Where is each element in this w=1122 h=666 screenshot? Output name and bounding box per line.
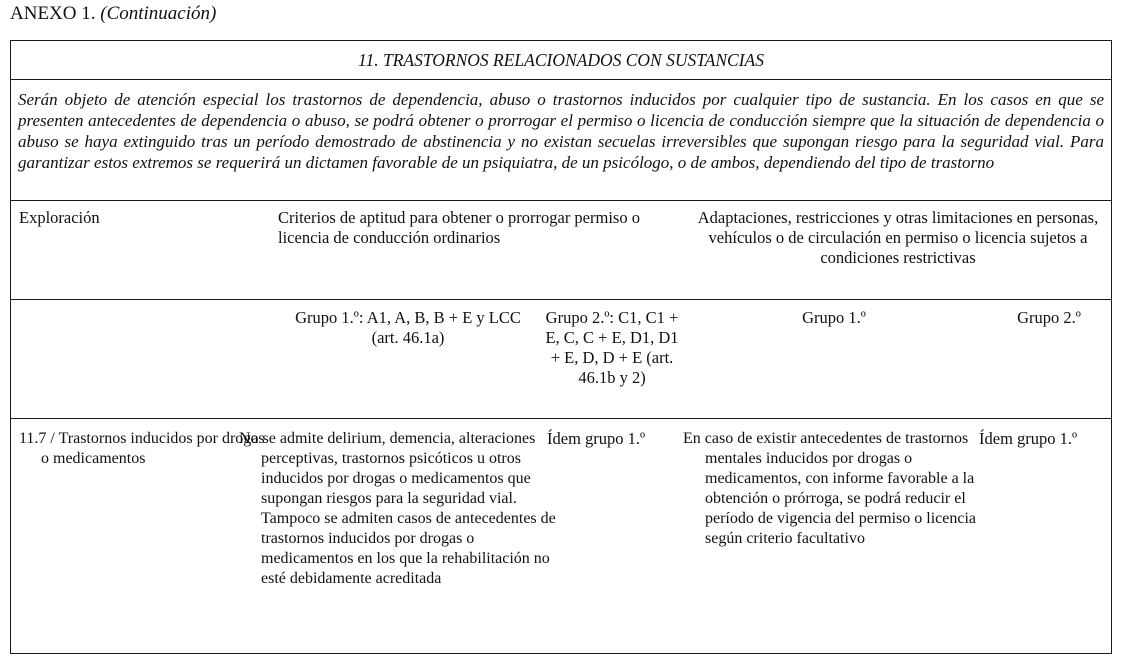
row-adaptaciones-grupo2: Ídem grupo 1.º bbox=[979, 429, 1078, 448]
divider-intro bbox=[11, 200, 1111, 201]
row-criterios-grupo1: No se admite delirium, demencia, alteraciones perceptivas, trastornos psicóticos u otros inducidos por drogas o medicamentos que supongan riesgos para la seguridad vial. Tampoco se admiten casos de antecedentes de trastornos inducidos por drogas o medicamentos en los que la rehabilitación no esté debidamente acreditada bbox=[239, 430, 556, 587]
divider-title bbox=[11, 79, 1111, 80]
divider-header bbox=[11, 299, 1111, 300]
group-adaptaciones-1: Grupo 1.º bbox=[802, 308, 866, 327]
group-criterios-2: Grupo 2.º: C1, C1 + E, C, C + E, D1, D1 + E, D, D + E (art. 46.1b y 2) bbox=[545, 308, 679, 387]
row-exploracion: 11.7 / Trastornos inducidos por drogas o medicamentos bbox=[19, 430, 265, 467]
header-adaptaciones: Adaptaciones, restricciones y otras limitaciones en personas, vehículos o de circulación en permiso o licencia sujetos a condiciones restrictivas bbox=[697, 208, 1099, 267]
row-adaptaciones-grupo1: En caso de existir antecedentes de trastornos mentales inducidos por drogas o medicamentos, con informe favorable a la obtención o prórroga, se podrá reducir el período de vigencia del permiso o licencia según criterio facultativo bbox=[683, 430, 977, 547]
annex-heading bbox=[10, 2, 216, 26]
divider-groups bbox=[11, 418, 1111, 419]
row-criterios-grupo2: Ídem grupo 1.º bbox=[547, 429, 646, 448]
group-criterios-1: Grupo 1.º: A1, A, B, B + E y LCC (art. 46.1a) bbox=[295, 308, 521, 347]
substance-disorders-table bbox=[10, 40, 1112, 654]
header-criterios: Criterios de aptitud para obtener o prorrogar permiso o licencia de conducción ordinarios bbox=[278, 208, 640, 247]
header-exploracion: Exploración bbox=[19, 208, 100, 227]
group-adaptaciones-2: Grupo 2.º bbox=[1017, 308, 1081, 327]
section-title: 11. TRASTORNOS RELACIONADOS CON SUSTANCIAS bbox=[358, 50, 764, 70]
annex-label: ANEXO 1. bbox=[10, 3, 96, 24]
continuation-label: (Continuación) bbox=[100, 3, 217, 24]
intro-paragraph: Serán objeto de atención especial los trastornos de dependencia, abuso o trastornos inducidos por cualquier tipo de sustancia. En los casos en que se presenten antecedentes de dependencia o abuso, se podrá obtener o prorrogar el permiso o licencia de conducción siempre que la situación de dependencia o abuso se haya extinguido tras un período demostrado de abstinencia y no existan secuelas irreversibles que supongan riesgo para la seguridad vial. Para garantizar estos extremos se requerirá un dictamen favorable de un psiquiatra, de un psicólogo, o de ambos, dependiendo del tipo de trastorno bbox=[18, 90, 1104, 172]
